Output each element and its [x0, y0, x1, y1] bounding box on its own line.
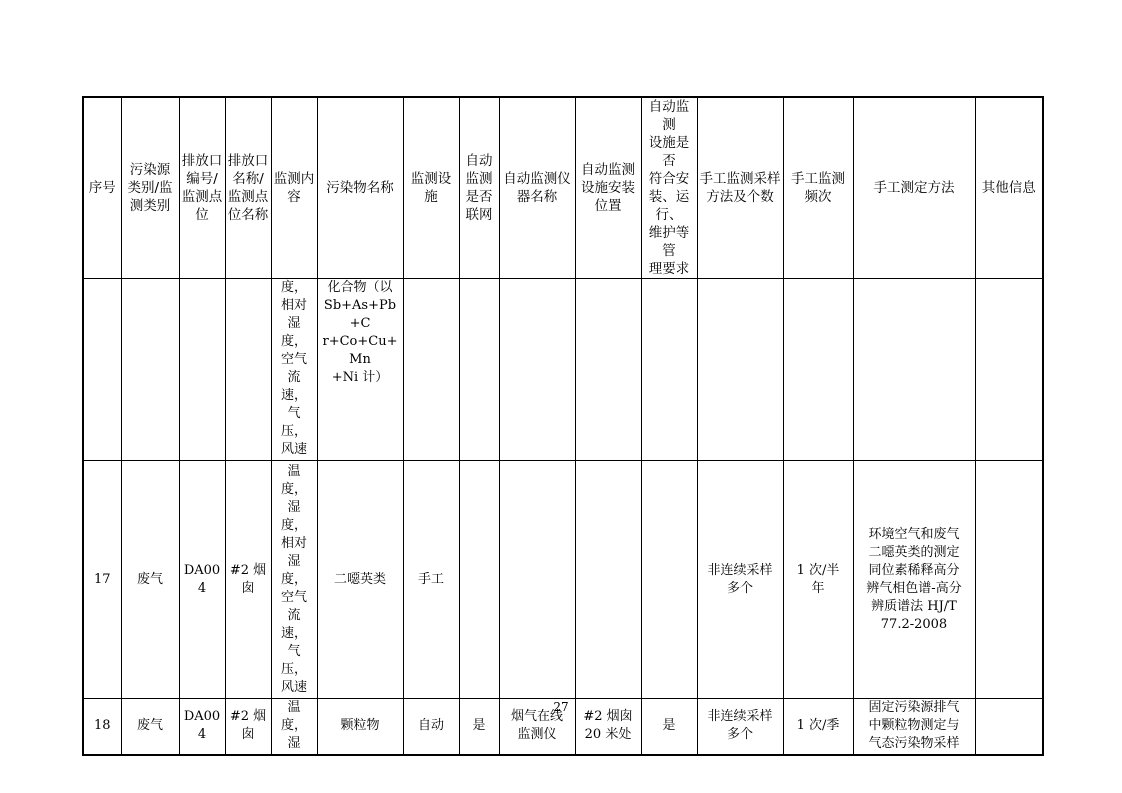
cell-pollutant-name: 化合物（以 Sb+As+Pb+C r+Co+Cu+Mn +Ni 计）	[317, 279, 403, 461]
cell-outlet-code: DA00 4	[179, 461, 225, 699]
cell-auto-install-location	[575, 461, 641, 699]
page-number: 27	[553, 700, 569, 714]
cell-other-info	[975, 279, 1043, 461]
cell-monitoring-facility: 手工	[403, 461, 459, 699]
cell-auto-compliance	[641, 461, 697, 699]
cell-outlet-name: #2 烟 囱	[225, 461, 271, 699]
header-auto-instrument-name: 自动监测仪 器名称	[499, 97, 575, 279]
table-row	[83, 279, 1043, 461]
header-auto-compliance: 自动监测 设施是否 符合安 装、运行、 维护等管 理要求	[641, 97, 697, 279]
cell-auto-compliance	[641, 279, 697, 461]
cell-other-info	[975, 461, 1043, 699]
cell-source-category	[121, 279, 179, 461]
header-pollutant-name: 污染物名称	[317, 97, 403, 279]
cell-manual-frequency: 1 次/半 年	[783, 461, 853, 699]
cell-monitoring-facility: 自动	[403, 699, 459, 755]
cell-serial-number: 17	[83, 461, 121, 699]
cell-pollutant-name: 二噁英类	[317, 461, 403, 699]
cell-auto-install-location	[575, 279, 641, 461]
cell-manual-frequency: 1 次/季	[783, 699, 853, 755]
monitoring-table	[82, 96, 1044, 756]
cell-outlet-name	[225, 279, 271, 461]
cell-auto-networked	[459, 279, 499, 461]
cell-auto-compliance: 是	[641, 699, 697, 755]
cell-manual-measurement-method: 环境空气和废气 二噁英类的测定 同位素稀释高分 辨气相色谱-高分 辨质谱法 HJ/T 77.2-2008	[853, 461, 975, 699]
header-auto-networked: 自动 监测 是否 联网	[459, 97, 499, 279]
header-serial-number: 序号	[83, 97, 121, 279]
cell-manual-frequency	[783, 279, 853, 461]
monitoring-table-container	[82, 96, 1044, 756]
header-manual-measurement-method: 手工测定方法	[853, 97, 975, 279]
cell-serial-number	[83, 279, 121, 461]
cell-monitoring-content: 度， 相对 湿 度， 空气 流 速， 气 压， 风速	[271, 279, 317, 461]
cell-manual-sampling-method: 非连续采样 多个	[697, 461, 783, 699]
cell-monitoring-facility	[403, 279, 459, 461]
cell-auto-instrument-name	[499, 279, 575, 461]
cell-manual-sampling-method: 非连续采样 多个	[697, 699, 783, 755]
cell-monitoring-content: 温 度， 湿 度， 相对 湿 度， 空气 流 速， 气 压， 风速	[271, 461, 317, 699]
cell-manual-measurement-method	[853, 279, 975, 461]
cell-auto-instrument-name: 烟气在线 监测仪	[499, 699, 575, 755]
cell-auto-instrument-name	[499, 461, 575, 699]
cell-outlet-code	[179, 279, 225, 461]
cell-auto-networked: 是	[459, 699, 499, 755]
cell-outlet-name: #2 烟 囱	[225, 699, 271, 755]
header-monitoring-content: 监测内 容	[271, 97, 317, 279]
header-monitoring-facility: 监测设施	[403, 97, 459, 279]
cell-auto-networked	[459, 461, 499, 699]
header-manual-frequency: 手工监测 频次	[783, 97, 853, 279]
cell-auto-install-location: #2 烟囱 20 米处	[575, 699, 641, 755]
table-row	[83, 461, 1043, 699]
cell-pollutant-name: 颗粒物	[317, 699, 403, 755]
table-header-row	[83, 97, 1043, 279]
cell-outlet-code: DA00 4	[179, 699, 225, 755]
cell-serial-number: 18	[83, 699, 121, 755]
header-source-category: 污染源 类别/监 测类别	[121, 97, 179, 279]
header-manual-sampling-method: 手工监测采样 方法及个数	[697, 97, 783, 279]
cell-source-category: 废气	[121, 699, 179, 755]
header-outlet-name: 排放口 名称/ 监测点 位名称	[225, 97, 271, 279]
cell-source-category: 废气	[121, 461, 179, 699]
cell-manual-measurement-method: 固定污染源排气 中颗粒物测定与 气态污染物采样	[853, 699, 975, 755]
header-other-info: 其他信息	[975, 97, 1043, 279]
cell-monitoring-content: 温 度， 湿	[271, 699, 317, 755]
header-outlet-code: 排放口 编号/ 监测点 位	[179, 97, 225, 279]
cell-manual-sampling-method	[697, 279, 783, 461]
header-auto-install-location: 自动监测 设施安装 位置	[575, 97, 641, 279]
